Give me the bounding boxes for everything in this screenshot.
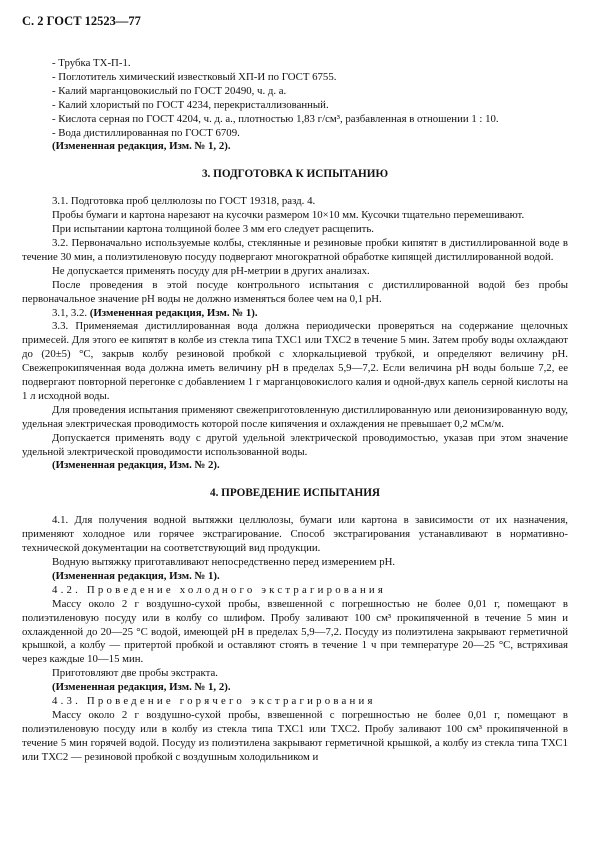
list-item: - Трубка ТХ-П-1. [52,57,131,69]
paragraph: Массу около 2 г воздушно-сухой пробы, взвешенной с погрешностью не более 0,01 г, помещают в полиэтиленовую посуду или в колбу со шлифом. Пробу заливают 100 см³ прокипяченной в течение 5 мин и охлажденной до 20—25 °С водой, имеющей pH в пределах 5,9—7,2. Посуду из полиэтилена закрывают герметичной крышкой, а колбу — притертой пробкой и оставляют стоять в течение 1 ч при температуре 20—25 °С, встряхивая через каждые 10—15 мин. [22,597,568,666]
section-heading: 4. ПРОВЕДЕНИЕ ИСПЫТАНИЯ [209,487,381,500]
amendment-note: (Измененная редакция, Изм. № 1). [89,306,258,319]
document-body [22,57,568,765]
paragraph: Пробы бумаги и картона нарезают на кусочки размером 10×10 мм. Кусочки тщательно перемешивают. [52,209,525,222]
amendment-note: (Измененная редакция, Изм. № 1, 2). [52,140,231,153]
paragraph: Для проведения испытания применяют свежеприготовленную дистиллированную или деионизированную воду, удельная электрическая проводимость которой после кипячения и охлаждения не превышает 0,2 мСм/м. [22,403,568,430]
paragraph: Не допускается применять посуду для pH-метрии в других анализах. [52,264,370,277]
paragraph: 4.1. Для получения водной вытяжки целлюлозы, бумаги или картона в зависимости от их назначения, применяют холодное или горячее экстрагирование. Способ экстрагирования устанавливают в нормативно-технической документации на соответствующий вид продукции. [22,514,568,555]
amendment-note: (Измененная редакция, Изм. № 2). [52,459,220,472]
paragraph: Массу около 2 г воздушно-сухой пробы, взвешенной с погрешностью не более 0,01 г, помещают в полиэтиленовую посуду или в колбу из стекла типа ТХС1 или ТХС2. Пробу заливают 100 см³ прокипяченной в течение 5 мин горячей водой. Посуду из полиэтилена закрывают герметичной крышкой, а колбу из стекла типа ТХС1 или ТХС2 — резиновой пробкой с воздушным холодильником и [22,708,568,763]
paragraph: 3.2. Первоначально используемые колбы, стеклянные и резиновые пробки кипятят в дистиллированной воде в течение 30 мин, а полиэтиленовую посуду подвергают многократной обработке кипящей дистиллированной водой. [22,236,568,263]
paragraph: Водную вытяжку приготавливают непосредственно перед измерением pH. [52,556,396,568]
paragraph [22,307,568,321]
page-header: С. 2 ГОСТ 12523—77 [22,14,141,28]
list-item: - Калий хлористый по ГОСТ 4234, перекристаллизованный. [52,98,329,111]
paragraph: После проведения в этой посуде контрольного испытания с дистиллированной водой без пробы первоначальное значение pH воды не должно изменяться более чем на 0,1 pH. [22,278,568,305]
list-item: - Поглотитель химический известковый ХП-И по ГОСТ 6755. [52,70,337,83]
list-item: - Вода дистиллированная по ГОСТ 6709. [52,126,240,139]
amendment-note: (Измененная редакция, Изм. № 1). [52,569,220,582]
amendment-note: (Измененная редакция, Изм. № 1, 2). [52,681,231,694]
clause-ref: 3.1, 3.2. [52,306,90,319]
subsection-title: 4.2. Проведение холодного экстрагирования [52,583,387,596]
section-heading: 3. ПОДГОТОВКА К ИСПЫТАНИЮ [201,168,389,181]
list-item: - Калий марганцовокислый по ГОСТ 20490, ч. д. а. [52,84,287,97]
list-item: - Кислота серная по ГОСТ 4204, ч. д. а., плотностью 1,83 г/см³, разбавленная в отношении 1 : 10. [52,112,499,125]
paragraph: Допускается применять воду с другой удельной электрической проводимостью, указав при этом значение удельной электрической проводимости использованной воды. [22,431,568,458]
paragraph: Приготовляют две пробы экстракта. [52,667,218,680]
subsection-title: 4.3. Проведение горячего экстрагирования [52,695,376,708]
paragraph: 3.1. Подготовка проб целлюлозы по ГОСТ 19318, разд. 4. [52,195,316,208]
paragraph: 3.3. Применяемая дистиллированная вода должна периодически проверяться на содержание щелочных примесей. Для этого ее кипятят в колбе из стекла типа ТХС1 или ТХС2 в течение 5 мин. Затем пробу воды охлаждают до (20±5) °С, закрыв колбу резиновой пробкой с хлоркальциевой трубкой, и определяют величину pH. Свежепрокипяченная вода должна иметь величину pH в пределах 5,9—7,2. Если величина pH воды больше 7,2, ее подвергают повторной перегонке с добавлением 1 г марганцовокислого калия и одной-двух капель серной кислоты на 1 л исходной воды. [22,320,568,402]
paragraph: При испытании картона толщиной более 3 мм его следует расщепить. [52,223,374,236]
